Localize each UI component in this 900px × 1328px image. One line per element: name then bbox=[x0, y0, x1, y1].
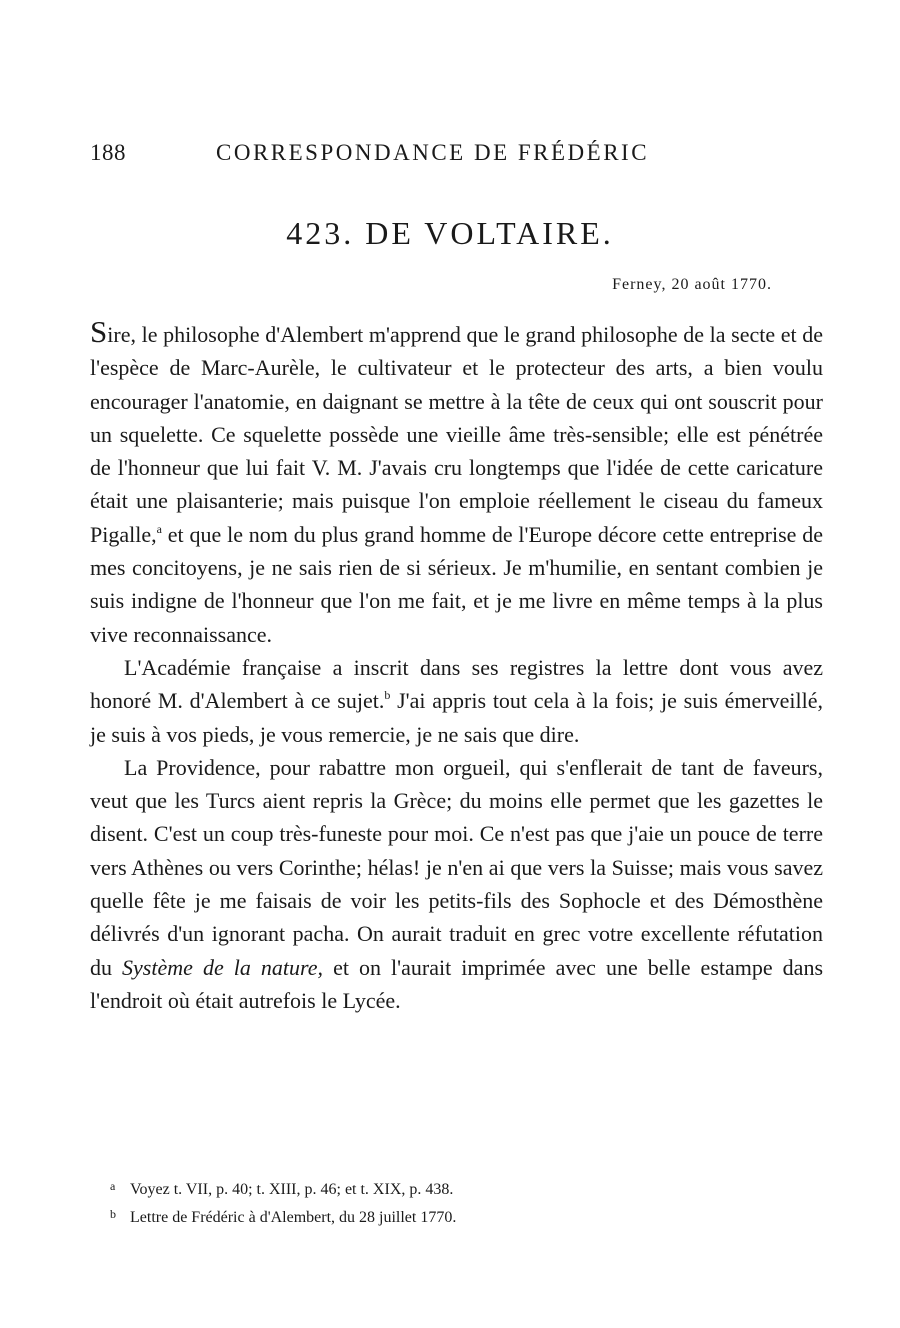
running-head: CORRESPONDANCE DE FRÉDÉRIC bbox=[216, 140, 650, 165]
paragraph bbox=[90, 316, 823, 651]
letter-dateline: Ferney, 20 août 1770. bbox=[612, 276, 772, 293]
book-title: Système de la nature, bbox=[122, 954, 324, 980]
paragraph-text: ire, le philosophe d'Alembert m'apprend que le grand philosophe de la secte et de l'espèce de Marc-Aurèle, le cultivateur et le protecteur des arts, a bien voulu encourager l'anatomie, en daignant se mettre à la tête de ceux qui ont souscrit pour un squelette. Ce squelette possède une vieille âme très-sensible; elle est pénétrée de l'honneur que lui fait V. M. J'avais cru longtemps que l'idée de cette caricature était une plaisanterie; mais puisque l'on emploie réellement le ciseau du fameux Pigalle, bbox=[90, 322, 823, 547]
letter-title: 423. DE VOLTAIRE. bbox=[286, 215, 614, 251]
paragraph-text: et que le nom du plus grand homme de l'Europe décore cette entreprise de mes concitoyens, je ne sais rien de si sérieux. Je m'humilie, en sentant combien je suis indigne de l'honneur que l'on me fait, et je me livre en même temps à la plus vive reconnaissance. bbox=[90, 521, 823, 647]
footnote-marker: a bbox=[110, 1179, 116, 1193]
paragraph-text: La Providence, pour rabattre mon orgueil, qui s'enflerait de tant de faveurs, veut que les Turcs aient repris la Grèce; du moins elle permet que les gazettes le disent. C'est un coup très-funeste pour moi. Ce n'est pas que j'aie un pouce de terre vers Athènes ou vers Corinthe; hélas! je n'en ai que vers la Suisse; mais vous savez quelle fête je me faisais de voir les petits-fils des Sophocle et des Démosthène délivrés d'un ignorant pacha. On aurait traduit en grec votre excellente réfutation du bbox=[90, 754, 823, 980]
paragraph-text: et on l'aurait imprimée avec une belle estampe dans l'endroit où était autrefois le Lycée. bbox=[90, 954, 824, 1013]
page-number: 188 bbox=[90, 140, 126, 165]
footnote-ref[interactable]: a bbox=[156, 521, 162, 536]
page-header bbox=[90, 140, 690, 170]
paragraph-text: L'Académie française a inscrit dans ses registres la lettre dont vous avez honoré M. d'Alembert à ce sujet. bbox=[90, 654, 823, 714]
paragraph bbox=[90, 751, 823, 1017]
paragraph bbox=[90, 651, 823, 751]
footnote-marker: b bbox=[110, 1207, 116, 1221]
footnotes bbox=[110, 1174, 810, 1230]
letter-body bbox=[90, 316, 823, 1017]
drop-initial: S bbox=[90, 314, 108, 349]
footnote-text: Voyez t. VII, p. 40; t. XIII, p. 46; et t. XIX, p. 438. bbox=[130, 1181, 454, 1198]
footnote bbox=[110, 1174, 810, 1202]
paragraph-text: J'ai appris tout cela à la fois; je suis émerveillé, je suis à vos pieds, je vous remercie, je ne sais que dire. bbox=[90, 688, 823, 747]
footnote bbox=[110, 1202, 810, 1230]
footnote-ref[interactable]: b bbox=[384, 688, 391, 703]
footnote-text: Lettre de Frédéric à d'Alembert, du 28 juillet 1770. bbox=[130, 1209, 457, 1226]
